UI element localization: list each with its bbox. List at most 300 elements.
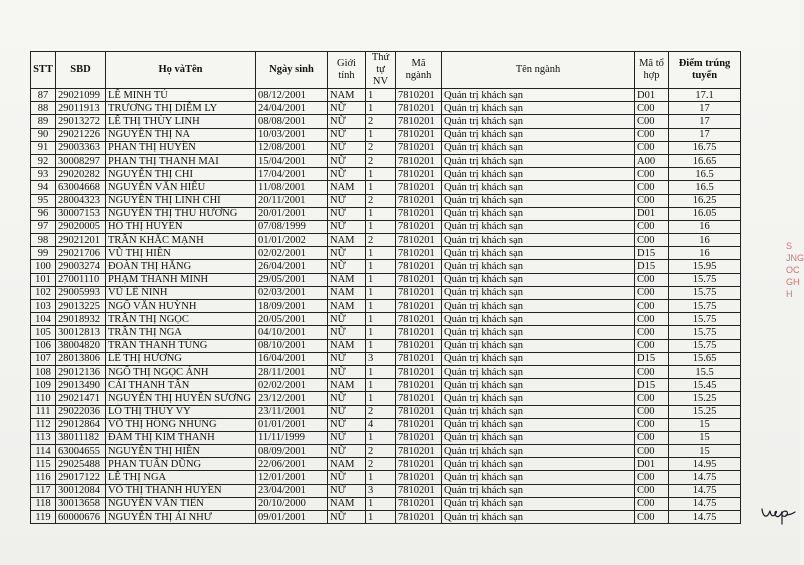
cell-stt: 92: [31, 154, 56, 167]
cell-major-code: 7810201: [396, 141, 442, 154]
header-order: Thứ tự NV: [366, 52, 396, 89]
cell-order: 2: [366, 445, 396, 458]
cell-major-name: Quản trị khách sạn: [442, 313, 635, 326]
cell-stt: 90: [31, 128, 56, 141]
cell-stt: 91: [31, 141, 56, 154]
cell-major-name: Quản trị khách sạn: [442, 497, 635, 510]
stamp-line: GH: [786, 277, 800, 287]
table-row: [31, 102, 741, 115]
cell-name: NGUYỄN THỊ ÁI NHƯ: [106, 511, 256, 524]
cell-gender: NỮ: [328, 220, 366, 233]
cell-order: 2: [366, 141, 396, 154]
cell-order: 2: [366, 194, 396, 207]
cell-stt: 93: [31, 168, 56, 181]
cell-sbd: 27001110: [56, 273, 106, 286]
cell-dob: 17/04/2001: [256, 168, 328, 181]
stamp-line: OC: [786, 265, 800, 275]
cell-major-code: 7810201: [396, 339, 442, 352]
header-major-name: Tên ngành: [442, 52, 635, 89]
cell-score: 15.25: [669, 392, 741, 405]
cell-dob: 08/12/2001: [256, 89, 328, 102]
table-row: [31, 431, 741, 444]
cell-sbd: 29011913: [56, 102, 106, 115]
cell-combo: C00: [635, 484, 669, 497]
cell-gender: NỮ: [328, 405, 366, 418]
table-row: [31, 168, 741, 181]
cell-score: 15.75: [669, 326, 741, 339]
cell-major-code: 7810201: [396, 181, 442, 194]
cell-name: NGUYỄN THỊ THU HƯƠNG: [106, 207, 256, 220]
cell-major-code: 7810201: [396, 128, 442, 141]
cell-score: 14.95: [669, 458, 741, 471]
cell-name: VŨ THỊ HIỀN: [106, 247, 256, 260]
cell-gender: NAM: [328, 458, 366, 471]
cell-sbd: 29012136: [56, 365, 106, 378]
cell-name: NGUYỄN THỊ LINH CHI: [106, 194, 256, 207]
cell-sbd: 28013806: [56, 352, 106, 365]
cell-dob: 20/11/2001: [256, 194, 328, 207]
cell-score: 15.75: [669, 313, 741, 326]
cell-dob: 26/04/2001: [256, 260, 328, 273]
cell-gender: NỮ: [328, 511, 366, 524]
cell-score: 17: [669, 102, 741, 115]
cell-dob: 08/08/2001: [256, 115, 328, 128]
cell-stt: 117: [31, 484, 56, 497]
table-row: [31, 326, 741, 339]
table-row: [31, 445, 741, 458]
cell-score: 15.75: [669, 339, 741, 352]
cell-name: NGÔ THỊ NGỌC ÁNH: [106, 365, 256, 378]
cell-sbd: 29021706: [56, 247, 106, 260]
cell-name: TRẦN THANH TÙNG: [106, 339, 256, 352]
cell-order: 2: [366, 234, 396, 247]
cell-score: 15.5: [669, 365, 741, 378]
cell-gender: NAM: [328, 234, 366, 247]
cell-dob: 18/09/2001: [256, 300, 328, 313]
cell-score: 15: [669, 418, 741, 431]
cell-order: 1: [366, 431, 396, 444]
cell-gender: NỮ: [328, 128, 366, 141]
cell-gender: NỮ: [328, 141, 366, 154]
cell-combo: C00: [635, 286, 669, 299]
cell-combo: C00: [635, 392, 669, 405]
cell-major-code: 7810201: [396, 207, 442, 220]
cell-order: 1: [366, 128, 396, 141]
cell-stt: 87: [31, 89, 56, 102]
cell-major-code: 7810201: [396, 405, 442, 418]
cell-stt: 97: [31, 220, 56, 233]
header-name: Họ vàTên: [106, 52, 256, 89]
cell-sbd: 28004323: [56, 194, 106, 207]
cell-major-name: Quản trị khách sạn: [442, 511, 635, 524]
header-stt: STT: [31, 52, 56, 89]
cell-order: 1: [366, 379, 396, 392]
table-row: [31, 154, 741, 167]
red-stamp-fragment: [786, 240, 804, 300]
cell-dob: 22/06/2001: [256, 458, 328, 471]
cell-order: 1: [366, 260, 396, 273]
cell-sbd: 29012864: [56, 418, 106, 431]
cell-major-code: 7810201: [396, 194, 442, 207]
cell-sbd: 29013225: [56, 300, 106, 313]
cell-stt: 104: [31, 313, 56, 326]
cell-stt: 94: [31, 181, 56, 194]
cell-major-name: Quản trị khách sạn: [442, 102, 635, 115]
cell-combo: C00: [635, 365, 669, 378]
cell-combo: A00: [635, 154, 669, 167]
cell-major-code: 7810201: [396, 260, 442, 273]
cell-major-name: Quản trị khách sạn: [442, 115, 635, 128]
cell-gender: NỮ: [328, 194, 366, 207]
cell-gender: NỮ: [328, 247, 366, 260]
cell-gender: NỮ: [328, 352, 366, 365]
cell-combo: C00: [635, 102, 669, 115]
cell-gender: NỮ: [328, 484, 366, 497]
cell-order: 1: [366, 102, 396, 115]
cell-dob: 01/01/2001: [256, 418, 328, 431]
cell-dob: 23/04/2001: [256, 484, 328, 497]
cell-stt: 113: [31, 431, 56, 444]
cell-order: 1: [366, 313, 396, 326]
cell-dob: 09/01/2001: [256, 511, 328, 524]
cell-name: TRẦN KHẮC MẠNH: [106, 234, 256, 247]
table-row: [31, 392, 741, 405]
table-row: [31, 313, 741, 326]
cell-score: 16.05: [669, 207, 741, 220]
cell-name: LÊ MINH TÚ: [106, 89, 256, 102]
cell-name: NGÔ VĂN HUỲNH: [106, 300, 256, 313]
table-row: [31, 352, 741, 365]
cell-stt: 107: [31, 352, 56, 365]
header-score: Điểm trúng tuyển: [669, 52, 741, 89]
cell-dob: 02/02/2001: [256, 247, 328, 260]
cell-stt: 98: [31, 234, 56, 247]
cell-major-name: Quản trị khách sạn: [442, 260, 635, 273]
table-row: [31, 458, 741, 471]
cell-major-name: Quản trị khách sạn: [442, 405, 635, 418]
cell-sbd: 29005993: [56, 286, 106, 299]
cell-sbd: 29020282: [56, 168, 106, 181]
cell-order: 2: [366, 405, 396, 418]
cell-score: 15.45: [669, 379, 741, 392]
table-row: [31, 207, 741, 220]
cell-major-name: Quản trị khách sạn: [442, 458, 635, 471]
cell-score: 15.25: [669, 405, 741, 418]
cell-sbd: 38004820: [56, 339, 106, 352]
cell-combo: D15: [635, 352, 669, 365]
cell-order: 2: [366, 115, 396, 128]
cell-dob: 24/04/2001: [256, 102, 328, 115]
cell-major-name: Quản trị khách sạn: [442, 207, 635, 220]
cell-major-name: Quản trị khách sạn: [442, 194, 635, 207]
cell-sbd: 30012813: [56, 326, 106, 339]
table-row: [31, 339, 741, 352]
cell-name: LÊ THỊ THÙY LINH: [106, 115, 256, 128]
cell-gender: NỮ: [328, 115, 366, 128]
cell-major-name: Quản trị khách sạn: [442, 365, 635, 378]
cell-major-code: 7810201: [396, 313, 442, 326]
signature-mark: [760, 503, 796, 525]
cell-major-name: Quản trị khách sạn: [442, 89, 635, 102]
cell-order: 2: [366, 154, 396, 167]
cell-stt: 112: [31, 418, 56, 431]
cell-name: NGUYỄN THỊ HIỀN: [106, 445, 256, 458]
cell-order: 1: [366, 326, 396, 339]
cell-name: NGUYỄN THỊ NA: [106, 128, 256, 141]
table-row: [31, 128, 741, 141]
cell-gender: NỮ: [328, 313, 366, 326]
cell-dob: 11/08/2001: [256, 181, 328, 194]
cell-combo: C00: [635, 326, 669, 339]
cell-dob: 08/09/2001: [256, 445, 328, 458]
cell-score: 15.75: [669, 273, 741, 286]
header-major-code: Mã ngành: [396, 52, 442, 89]
header-gender: Giới tính: [328, 52, 366, 89]
header-combo: Mã tổ hợp: [635, 52, 669, 89]
cell-stt: 118: [31, 497, 56, 510]
cell-major-name: Quản trị khách sạn: [442, 286, 635, 299]
cell-stt: 111: [31, 405, 56, 418]
cell-sbd: 30008297: [56, 154, 106, 167]
cell-combo: C00: [635, 141, 669, 154]
cell-stt: 102: [31, 286, 56, 299]
cell-gender: NỮ: [328, 207, 366, 220]
table-row: [31, 141, 741, 154]
cell-major-name: Quản trị khách sạn: [442, 326, 635, 339]
cell-name: PHẠM THÀNH MINH: [106, 273, 256, 286]
cell-major-code: 7810201: [396, 352, 442, 365]
cell-major-code: 7810201: [396, 300, 442, 313]
cell-order: 1: [366, 89, 396, 102]
table-row: [31, 484, 741, 497]
cell-combo: C00: [635, 115, 669, 128]
cell-name: LÊ THỊ HƯƠNG: [106, 352, 256, 365]
cell-dob: 07/08/1999: [256, 220, 328, 233]
table-row: [31, 300, 741, 313]
cell-sbd: 29021201: [56, 234, 106, 247]
cell-combo: C00: [635, 181, 669, 194]
table-row: [31, 418, 741, 431]
cell-gender: NAM: [328, 300, 366, 313]
cell-combo: C00: [635, 168, 669, 181]
cell-combo: C00: [635, 471, 669, 484]
cell-gender: NAM: [328, 89, 366, 102]
header-sbd: SBD: [56, 52, 106, 89]
cell-gender: NAM: [328, 286, 366, 299]
cell-stt: 95: [31, 194, 56, 207]
cell-dob: 12/01/2001: [256, 471, 328, 484]
cell-major-code: 7810201: [396, 497, 442, 510]
cell-combo: C00: [635, 273, 669, 286]
cell-stt: 106: [31, 339, 56, 352]
cell-sbd: 38011182: [56, 431, 106, 444]
cell-major-code: 7810201: [396, 511, 442, 524]
cell-name: TRẦN THỊ NGA: [106, 326, 256, 339]
cell-major-name: Quản trị khách sạn: [442, 141, 635, 154]
cell-order: 3: [366, 484, 396, 497]
stamp-line: S: [786, 241, 793, 251]
cell-sbd: 29022036: [56, 405, 106, 418]
cell-sbd: 63004655: [56, 445, 106, 458]
cell-name: NGUYỄN VĂN TIẾN: [106, 497, 256, 510]
cell-major-name: Quản trị khách sạn: [442, 220, 635, 233]
cell-dob: 15/04/2001: [256, 154, 328, 167]
cell-sbd: 29020005: [56, 220, 106, 233]
cell-name: NGUYỄN THỊ HUYỀN SƯƠNG: [106, 392, 256, 405]
cell-stt: 103: [31, 300, 56, 313]
cell-major-code: 7810201: [396, 115, 442, 128]
cell-major-name: Quản trị khách sạn: [442, 128, 635, 141]
cell-major-code: 7810201: [396, 418, 442, 431]
table-row: [31, 194, 741, 207]
cell-name: LÊ THỊ NGA: [106, 471, 256, 484]
admission-table: [30, 51, 741, 524]
cell-name: HỒ THỊ HUYỀN: [106, 220, 256, 233]
cell-combo: C00: [635, 128, 669, 141]
cell-order: 1: [366, 247, 396, 260]
cell-order: 1: [366, 220, 396, 233]
cell-stt: 89: [31, 115, 56, 128]
cell-score: 14.75: [669, 497, 741, 510]
cell-combo: D01: [635, 207, 669, 220]
cell-score: 16: [669, 234, 741, 247]
cell-combo: C00: [635, 339, 669, 352]
cell-name: PHAN THỊ HUYỀN: [106, 141, 256, 154]
cell-gender: NAM: [328, 379, 366, 392]
cell-major-name: Quản trị khách sạn: [442, 445, 635, 458]
stamp-line: JNG: [786, 253, 804, 263]
table-row: [31, 471, 741, 484]
cell-order: 1: [366, 168, 396, 181]
cell-score: 15.65: [669, 352, 741, 365]
cell-sbd: 60000676: [56, 511, 106, 524]
cell-name: ĐOÀN THỊ HẰNG: [106, 260, 256, 273]
cell-score: 16.5: [669, 168, 741, 181]
cell-name: VÕ THỊ HỒNG NHUNG: [106, 418, 256, 431]
cell-gender: NAM: [328, 273, 366, 286]
cell-major-code: 7810201: [396, 445, 442, 458]
cell-order: 1: [366, 365, 396, 378]
cell-combo: D01: [635, 89, 669, 102]
cell-stt: 99: [31, 247, 56, 260]
cell-combo: C00: [635, 234, 669, 247]
cell-gender: NỮ: [328, 326, 366, 339]
cell-score: 14.75: [669, 484, 741, 497]
cell-combo: C00: [635, 497, 669, 510]
cell-name: CÁI THANH TÂN: [106, 379, 256, 392]
table-row: [31, 497, 741, 510]
cell-name: TRẦN THỊ NGỌC: [106, 313, 256, 326]
cell-score: 16.5: [669, 181, 741, 194]
cell-major-code: 7810201: [396, 220, 442, 233]
cell-gender: NỮ: [328, 102, 366, 115]
cell-combo: C00: [635, 418, 669, 431]
cell-gender: NAM: [328, 181, 366, 194]
cell-gender: NỮ: [328, 392, 366, 405]
cell-sbd: 29021226: [56, 128, 106, 141]
cell-order: 1: [366, 273, 396, 286]
cell-gender: NỮ: [328, 471, 366, 484]
table-row: [31, 511, 741, 524]
cell-stt: 110: [31, 392, 56, 405]
cell-combo: D15: [635, 379, 669, 392]
table-row: [31, 181, 741, 194]
table-row: [31, 273, 741, 286]
cell-combo: C00: [635, 431, 669, 444]
cell-order: 1: [366, 207, 396, 220]
cell-stt: 109: [31, 379, 56, 392]
cell-major-code: 7810201: [396, 102, 442, 115]
cell-score: 16.75: [669, 141, 741, 154]
cell-major-name: Quản trị khách sạn: [442, 168, 635, 181]
cell-combo: C00: [635, 313, 669, 326]
cell-major-code: 7810201: [396, 89, 442, 102]
cell-combo: D15: [635, 260, 669, 273]
cell-order: 1: [366, 497, 396, 510]
cell-major-code: 7810201: [396, 458, 442, 471]
cell-stt: 100: [31, 260, 56, 273]
cell-sbd: 29025488: [56, 458, 106, 471]
cell-score: 15: [669, 431, 741, 444]
cell-name: ĐÀM THỊ KIM THANH: [106, 431, 256, 444]
cell-sbd: 30013658: [56, 497, 106, 510]
cell-gender: NAM: [328, 497, 366, 510]
table-body: [31, 89, 741, 524]
cell-order: 1: [366, 392, 396, 405]
cell-name: LÔ THỊ THÚY VY: [106, 405, 256, 418]
table-row: [31, 260, 741, 273]
cell-combo: C00: [635, 220, 669, 233]
cell-major-code: 7810201: [396, 379, 442, 392]
cell-sbd: 30007153: [56, 207, 106, 220]
cell-sbd: 63004668: [56, 181, 106, 194]
cell-stt: 108: [31, 365, 56, 378]
cell-gender: NỮ: [328, 168, 366, 181]
table-row: [31, 89, 741, 102]
cell-sbd: 29021471: [56, 392, 106, 405]
cell-gender: NỮ: [328, 431, 366, 444]
cell-gender: NỮ: [328, 154, 366, 167]
cell-gender: NỮ: [328, 418, 366, 431]
cell-sbd: 29017122: [56, 471, 106, 484]
cell-order: 1: [366, 471, 396, 484]
cell-name: TRƯƠNG THỊ DIỄM LY: [106, 102, 256, 115]
cell-combo: D15: [635, 247, 669, 260]
cell-order: 1: [366, 286, 396, 299]
cell-major-name: Quản trị khách sạn: [442, 234, 635, 247]
table-row: [31, 365, 741, 378]
cell-major-code: 7810201: [396, 365, 442, 378]
cell-name: NGUYỄN VĂN HIẾU: [106, 181, 256, 194]
cell-dob: 12/08/2001: [256, 141, 328, 154]
cell-major-name: Quản trị khách sạn: [442, 339, 635, 352]
cell-dob: 16/04/2001: [256, 352, 328, 365]
cell-major-code: 7810201: [396, 154, 442, 167]
cell-dob: 23/11/2001: [256, 405, 328, 418]
cell-dob: 02/02/2001: [256, 379, 328, 392]
cell-dob: 20/10/2000: [256, 497, 328, 510]
cell-order: 1: [366, 300, 396, 313]
table-row: [31, 379, 741, 392]
cell-score: 16.25: [669, 194, 741, 207]
cell-combo: C00: [635, 511, 669, 524]
cell-combo: C00: [635, 445, 669, 458]
cell-sbd: 29013490: [56, 379, 106, 392]
cell-major-code: 7810201: [396, 234, 442, 247]
cell-score: 15.95: [669, 260, 741, 273]
cell-gender: NỮ: [328, 365, 366, 378]
cell-order: 3: [366, 352, 396, 365]
